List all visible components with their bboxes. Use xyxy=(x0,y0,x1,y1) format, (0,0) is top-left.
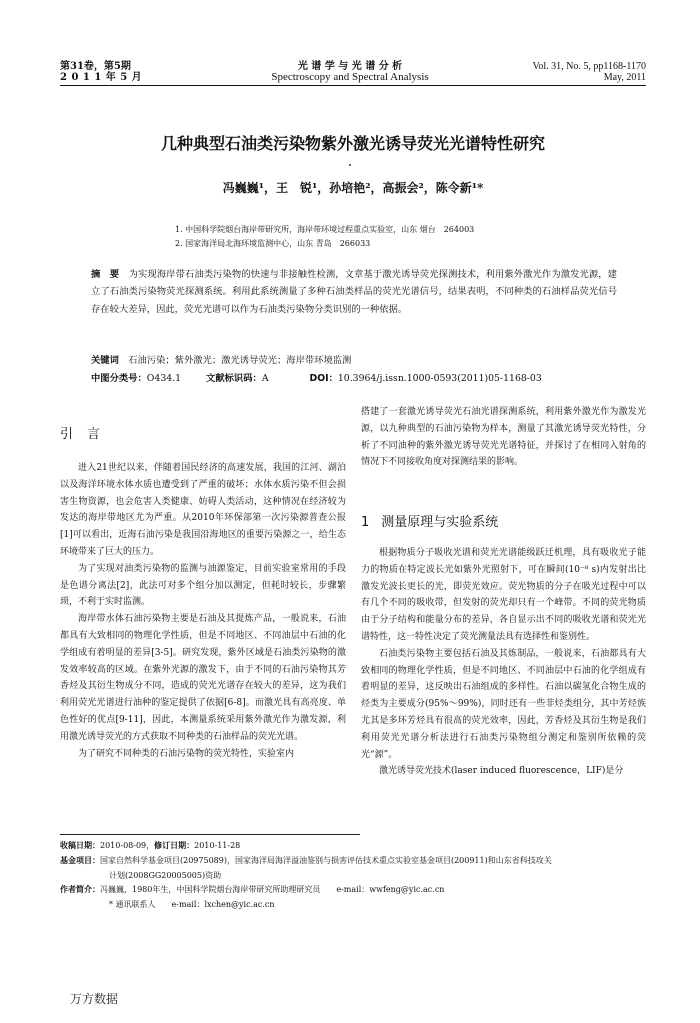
title-separator-dot xyxy=(349,164,351,166)
doc-code-value: A xyxy=(261,373,269,384)
right-column-intro xyxy=(361,404,646,471)
received-label: 收稿日期： xyxy=(60,841,100,850)
revised-label: 修订日期： xyxy=(154,841,195,850)
footnote-author xyxy=(60,883,660,898)
keywords-label: 关键词 xyxy=(91,355,119,366)
header-rule xyxy=(60,85,646,86)
intro-paragraph-2: 为了实现对油类污染物的监测与油源鉴定，目前实验室常用的手段是色谱分离法[2]，此法可对多个组分加以测定，但耗时较长，步骤繁琐，不利于实时监测。 xyxy=(60,563,346,608)
section-1-heading xyxy=(361,511,498,530)
abstract xyxy=(91,266,617,318)
footnote-contact: * 通讯联系人 e-mail：lxchen@yic.ac.cn xyxy=(109,900,275,910)
paper-title: 几种典型石油类污染物紫外激光诱导荧光光谱特性研究 xyxy=(160,134,545,153)
author-bio-text: 冯巍巍，1980年生，中国科学院烟台海岸带研究所助理研究员 e-mail：wwfeng@yic.ac.cn xyxy=(100,885,445,895)
intro-paragraph-3: 海岸带水体石油污染物主要是石油及其提炼产品，一般说来，石油都具有大致相同的物理化学性质，但是不同地区、不同油层中石油的化学组成有着明显的差异[3-5]。研究发现，紫外区域是石油类污染物的激发效率较高的区域。在紫外光源的激发下，由于不同的石油污染物其芳香烃及其衍生物成分不同，造成的荧光光谱存在较大的差异，这为我们利用荧光光谱进行油种的鉴定提供了依据[6-8]。而激光具有高亮度、单色性好的优点[9-11]，因此，本测量系统采用紫外激光作为激发源，利用激光诱导荧光的方式获取不同种类的石油样品的荧光光谱。 xyxy=(60,614,346,742)
section-1-paragraph-1: 根据物质分子吸收光谱和荧光光谱能级跃迁机理，具有吸收光子能力的物质在特定波长光如紫外光照射下，可在瞬间(10⁻⁸ s)内发射出比激发光波长更长的光，即荧光效应。荧光物质的分子在吸光过程中可以有几个不同的吸收带，但发射的荧光却只有一个峰带。不同的荧光物质由于分子结构和能量分布的差异，各自显示出不同的吸收光谱和荧光光谱特性，这一特性决定了荧光测量法具有选择性和鉴别性。 xyxy=(361,548,646,642)
journal-volume-issue: 第31卷，第5期 xyxy=(60,61,131,72)
doc-code-label: 文献标识码： xyxy=(206,373,262,384)
clc-label: 中图分类号： xyxy=(91,373,147,384)
footnote-rule xyxy=(60,834,360,835)
keywords xyxy=(91,354,631,367)
journal-month-year: May, 2011 xyxy=(603,72,646,83)
journal-date: 2 0 1 1 年 5 月 xyxy=(60,72,143,83)
classification-line xyxy=(91,372,631,385)
section-intro-char1: 引 xyxy=(60,427,74,442)
section-1-title: 测量原理与实验系统 xyxy=(381,515,499,530)
left-column-body xyxy=(60,460,346,762)
fund-text-1: 国家自然科学基金项目(20975089)，国家海洋局海洋溢油鉴别与损害评估技术重点实验室基金项目(200911)和山东省科技攻关 xyxy=(100,855,552,865)
journal-title-en: Spectroscopy and Spectral Analysis xyxy=(271,71,429,83)
revised-date: 2010-11-28 xyxy=(194,841,241,850)
section-intro-char2: 言 xyxy=(87,427,101,442)
abstract-label: 摘 要 xyxy=(91,269,120,280)
doi-value: 10.3964/j.issn.1000-0593(2011)05-1168-03 xyxy=(337,373,542,384)
author-bio-label: 作者简介： xyxy=(60,885,100,895)
clc-value: O434.1 xyxy=(146,373,182,384)
journal-title-cn: 光 谱 学 与 光 谱 分 析 xyxy=(297,61,403,72)
section-introduction-heading xyxy=(60,423,100,442)
footnotes xyxy=(60,839,660,913)
footnote-fund xyxy=(60,854,660,869)
affiliation-2: 2. 国家海洋局北海环境监测中心，山东 青岛 266033 xyxy=(175,239,371,248)
abstract-text: 为实现海岸带石油类污染物的快速与非接触性检测，文章基于激光诱导荧光探测技术，利用紫外激光作为激发光源，建立了石油类污染物荧光探测系统。利用此系统测量了多种石油类样品的荧光光谱信号，结果表明，不同种类的石油样品荧光信号存在较大差异，因此，荧光光谱可以作为石油类污染物分类识别的一种依据。 xyxy=(91,269,617,315)
section-1-paragraph-3: 激光诱导荧光技术(laser induced fluorescence，LIF)是分 xyxy=(379,766,624,777)
right-column-body xyxy=(361,545,646,780)
received-date: 2010-08-09， xyxy=(100,841,155,850)
keywords-text: 石油污染；紫外激光；激光诱导荧光；海岸带环境监测 xyxy=(128,355,352,366)
intro-paragraph-4: 为了研究不同种类的石油污染物的荧光特性，实验室内 xyxy=(78,748,295,759)
footnote-fund-continuation: 计划(2008GG20005005)资助 xyxy=(109,870,222,880)
paper-authors: 冯巍巍¹，王 锐¹，孙培艳²，高振会²，陈令新¹* xyxy=(222,181,484,195)
footnote-dates xyxy=(60,839,660,854)
journal-volume-pages: Vol. 31, No. 5, pp1168-1170 xyxy=(532,61,646,72)
intro-continuation: 搭建了一套激光诱导荧光石油光谱探测系统，利用紫外激光作为激发光源，以九种典型的石油污染物为样本，测量了其激光诱导荧光特性，分析了不同油种的紫外激光诱导荧光光谱特征，并探讨了在相同入射角的情况下不同接收角度对探测结果的影响。 xyxy=(361,407,646,468)
section-1-number: 1 xyxy=(361,515,370,530)
intro-paragraph-1: 进入21世纪以来，伴随着国民经济的高速发展，我国的江河、湖泊以及海洋环境水体水质也遭受到了严重的破坏；水体水质污染不但会损害生物资源，也会危害人类健康、妨碍人类活动，这种情况在经济较为发达的海岸带地区尤为严重。从2010年环保部第一次污染源普查公报[1]可以看出，近海石油污染是我国沿海地区的重要污染源之一，给生态环境带来了巨大的压力。 xyxy=(60,463,346,557)
affiliation-1: 1. 中国科学院烟台海岸带研究所，海岸带环境过程重点实验室，山东 烟台 264003 xyxy=(175,225,475,234)
fund-label: 基金项目： xyxy=(60,855,100,865)
database-watermark: 万方数据 xyxy=(70,992,119,1006)
doi-label: DOI： xyxy=(309,373,338,384)
section-1-paragraph-2: 石油类污染物主要包括石油及其炼制品，一般说来，石油都具有大致相同的物理化学性质，但是不同地区、不同油层中石油的化学组成有着明显的差异，这反映出石油组成的多样性。石油以碳氢化合物生成的烃类为主要成分(95%～99%)，同时还有一些非烃类组分，其中芳烃族尤其是多环芳烃具有很高的荧光效率，因此，芳香烃及其衍生物是我们利用荧光光谱分析法进行石油类污染物组分测定和鉴别所依赖的荧光“源”。 xyxy=(361,648,646,760)
